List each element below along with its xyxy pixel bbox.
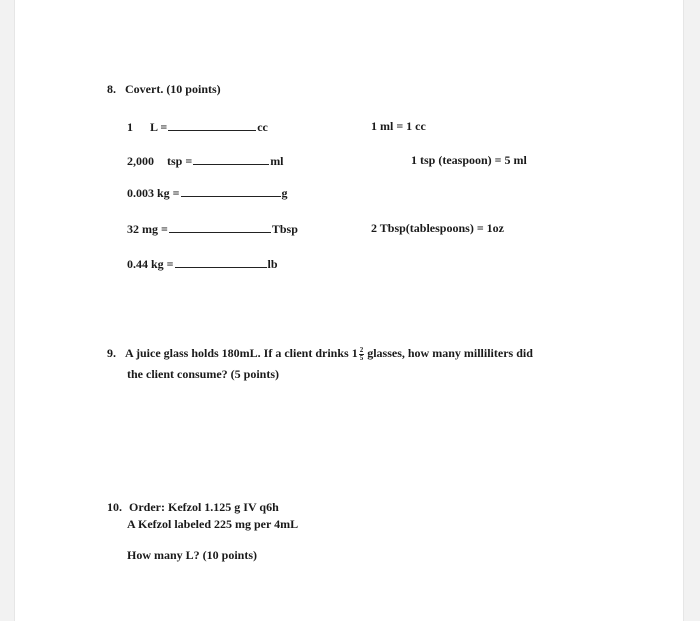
q8-row-2 <box>127 153 284 168</box>
row-4-prefix: 32 mg = <box>127 222 168 236</box>
fraction-numerator: 2 <box>359 345 364 354</box>
fraction-denominator: 5 <box>359 353 364 362</box>
answer-blank-5[interactable] <box>175 256 267 268</box>
row-2-prefix: 2,000 <box>127 154 154 168</box>
q10-line-2: A Kefzol labeled 225 mg per 4mL <box>127 517 299 531</box>
q9-line-2: the client consume? (5 points) <box>127 367 279 381</box>
row-2-suffix: ml <box>270 154 284 168</box>
answer-blank-3[interactable] <box>181 185 281 197</box>
row-2-unit: tsp = <box>167 154 193 168</box>
mixed-fraction <box>359 347 365 362</box>
conversion-3: 2 Tbsp(tablespoons) = 1oz <box>371 221 504 235</box>
q9-text-before: A juice glass holds 180mL. If a client drinks 1 <box>125 346 358 360</box>
row-3-suffix: g <box>281 186 288 200</box>
row-3-prefix: 0.003 kg = <box>127 186 180 200</box>
row-5-suffix: lb <box>267 257 278 271</box>
answer-blank-4[interactable] <box>169 221 271 233</box>
row-1-unit: L = <box>150 120 168 134</box>
q8-heading <box>107 82 221 96</box>
q10-question: How many L? (10 points) <box>127 548 258 562</box>
q8-row-5 <box>127 256 278 271</box>
row-5-prefix: 0.44 kg = <box>127 257 174 271</box>
q8-row-4 <box>127 221 298 236</box>
q8-number: 8. <box>107 82 116 96</box>
q9-text-after: glasses, how many milliliters did <box>367 346 533 360</box>
q8-row-3 <box>127 185 288 200</box>
answer-blank-1[interactable] <box>168 119 256 131</box>
row-4-suffix: Tbsp <box>271 222 298 236</box>
q10-line-1 <box>107 500 279 514</box>
q9-number: 9. <box>107 346 116 360</box>
q10-order: Order: Kefzol 1.125 g IV q6h <box>129 500 279 514</box>
conversion-2: 1 tsp (teaspoon) = 5 ml <box>411 153 527 167</box>
q8-title: Covert. (10 points) <box>125 82 221 96</box>
q9-line-1 <box>107 346 533 362</box>
q10-number: 10. <box>107 500 122 514</box>
q8-row-1 <box>127 119 268 134</box>
row-1-prefix: 1 <box>127 120 133 134</box>
conversion-1: 1 ml = 1 cc <box>371 119 426 133</box>
answer-blank-2[interactable] <box>193 153 269 165</box>
worksheet-page <box>14 0 684 621</box>
row-1-suffix: cc <box>257 120 268 134</box>
